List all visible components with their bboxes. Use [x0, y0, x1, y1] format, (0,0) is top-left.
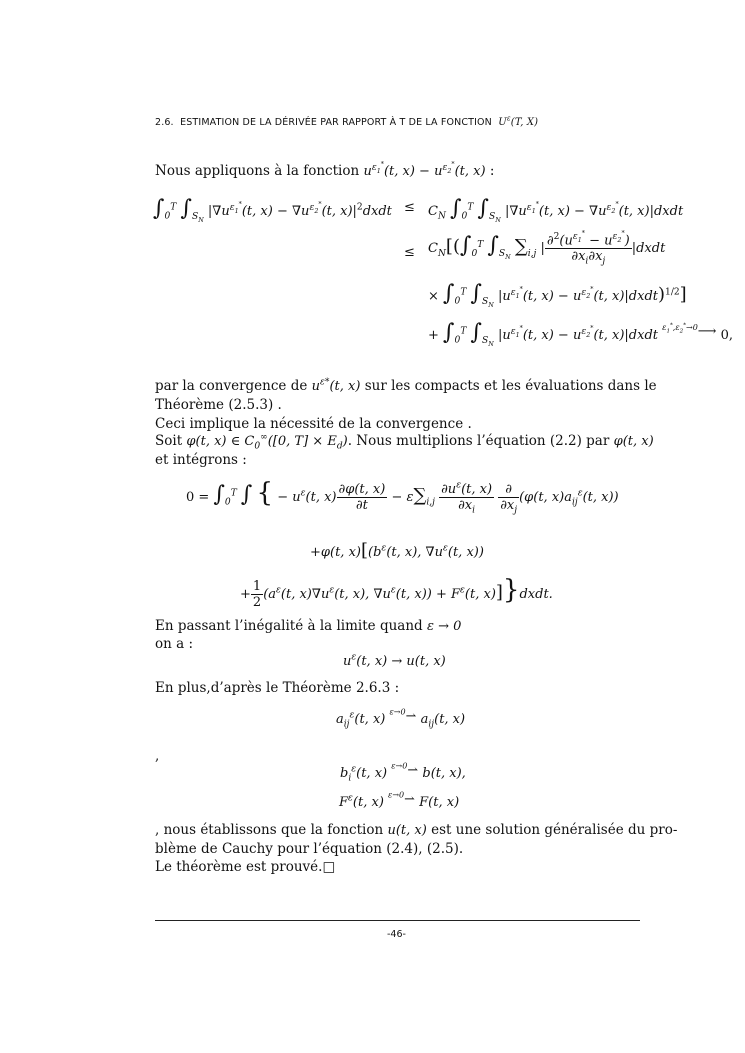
inequality-line-2: $C_N[(\int_0^T$ $\int_{S_N}$ $\sum_{i,j}$ | $\frac{\partial^2(u^{\varepsilon_1^*} - u^{\varepsilon_2^*})}{\partial x_i\partial x_j}$ |dxdt: [428, 229, 666, 267]
leq-sign-2: ≤: [404, 245, 415, 260]
weak-equation-line-1: $0 = \int_0^T$ ∫ { − $u^\varepsilon(t$, x) $\frac{\partial\varphi(t, x)}{\partial t}$ − $\varepsilon\sum_{i,j}$ $\frac{\partial u^\varepsilon(t, x)}{\partial x_i}$ $\frac{\partial}{\partial x_j}$ (φ(t, $x)a_{ij}^\varepsilon(t$, x)): [186, 478, 619, 516]
inequality-line-3: × $\int_0^T$ $\int_{S_N}$ $|u^{\varepsilon_1^*}(t$, $x) - u^{\varepsilon_2^*}(t$, x)|dxdt)$^{1/2}$]: [428, 281, 687, 309]
conclusion-line-2: blème de Cauchy pour l’équation (2.4), (2.5).: [155, 841, 464, 857]
integrons-line: et intégrons :: [155, 452, 247, 468]
page-number: -46-: [387, 929, 406, 940]
limit-line: En passant l’inégalité à la limite quand ε → 0: [155, 618, 462, 634]
coef-a-convergence: $a_{ij}^\varepsilon(t$, x) $^{\varepsilon\to 0}$⇀ $a_{ij}(t$, x): [336, 707, 466, 730]
implication-line: Ceci implique la nécessité de la convergence .: [155, 416, 472, 432]
running-header: 2.6. ESTIMATION DE LA DÉRIVÉE PAR RAPPORT À T DE LA FONCTION $U^\varepsilon(T$, X): [155, 114, 539, 128]
leq-sign-1: ≤: [404, 200, 415, 215]
limit-equation: $u^\varepsilon(t$, x) → u(t, x): [343, 652, 446, 669]
conclusion-line-3: Le théorème est prouvé.□: [155, 859, 336, 875]
soit-line: Soit φ(t, x) ∈ $C_0^\infty([0$, $T] \times E_d$). Nous multiplions l’équation (2.2) par φ(t, x): [155, 432, 654, 452]
comma-line: ,: [155, 748, 160, 764]
inequality-line-1-lhs: $\int_0^T$ $\int_{S_N}$ $|\nabla u^{\varepsilon_1^*}(t$, $x) - \nabla u^{\varepsilon_2^*}(t$, $x)|^2dxdt$: [153, 196, 392, 224]
weak-equation-line-2: +φ(t, $x)[(b^\varepsilon(t$, x), $\nabla u^\varepsilon(t$, x)): [310, 540, 484, 561]
inequality-line-4: + $\int_0^T$ $\int_{S_N}$ $|u^{\varepsilon_1^*}(t$, $x) - u^{\varepsilon_2^*}(t$, x)|dxdt $^{\varepsilon_1^*,\varepsilon_2^*\to 0}$⟶ 0,: [428, 320, 733, 348]
inequality-line-1-rhs: $C_N$ $\int_0^T$ $\int_{S_N}$ $|\nabla u^{\varepsilon_1^*}(t$, $x) - \nabla u^{\varepsilon_2^*}(t$, x)|dxdt: [428, 196, 684, 224]
enplus-line: En plus,d’après le Théorème 2.6.3 :: [155, 680, 400, 696]
weak-equation-line-3: + $\frac{1}{2}$ ($a^\varepsilon(t$, $x)\nabla u^\varepsilon(t$, x), $\nabla u^\varepsilon(t$, $x)) + F^\varepsilon(t$, x)]}dxdt.: [240, 575, 553, 610]
intro-sentence: Nous appliquons à la fonction $u^{\varepsilon_1^*}(t$, $x) - u^{\varepsilon_2^*}(t$, x) :: [155, 159, 495, 179]
qed-icon: □: [322, 859, 336, 875]
coef-f-convergence: $F^\varepsilon(t$, x) $^{\varepsilon\to 0}$⇀ F(t, x): [339, 790, 460, 810]
convergence-line: par la convergence de $u^{\varepsilon*}(t$, x) sur les compacts et les évaluations dans le: [155, 377, 657, 394]
conclusion-line-1: , nous établissons que la fonction u(t, x) est une solution généralisée du pro-: [155, 822, 678, 838]
coef-b-convergence: $b_i^\varepsilon(t$, x) $^{\varepsilon\to 0}$⇀ b(t, x),: [340, 761, 466, 784]
footer-rule: [155, 920, 640, 921]
theorem-reference: Théorème (2.5.3) .: [155, 397, 282, 413]
ona-line: on a :: [155, 636, 194, 652]
